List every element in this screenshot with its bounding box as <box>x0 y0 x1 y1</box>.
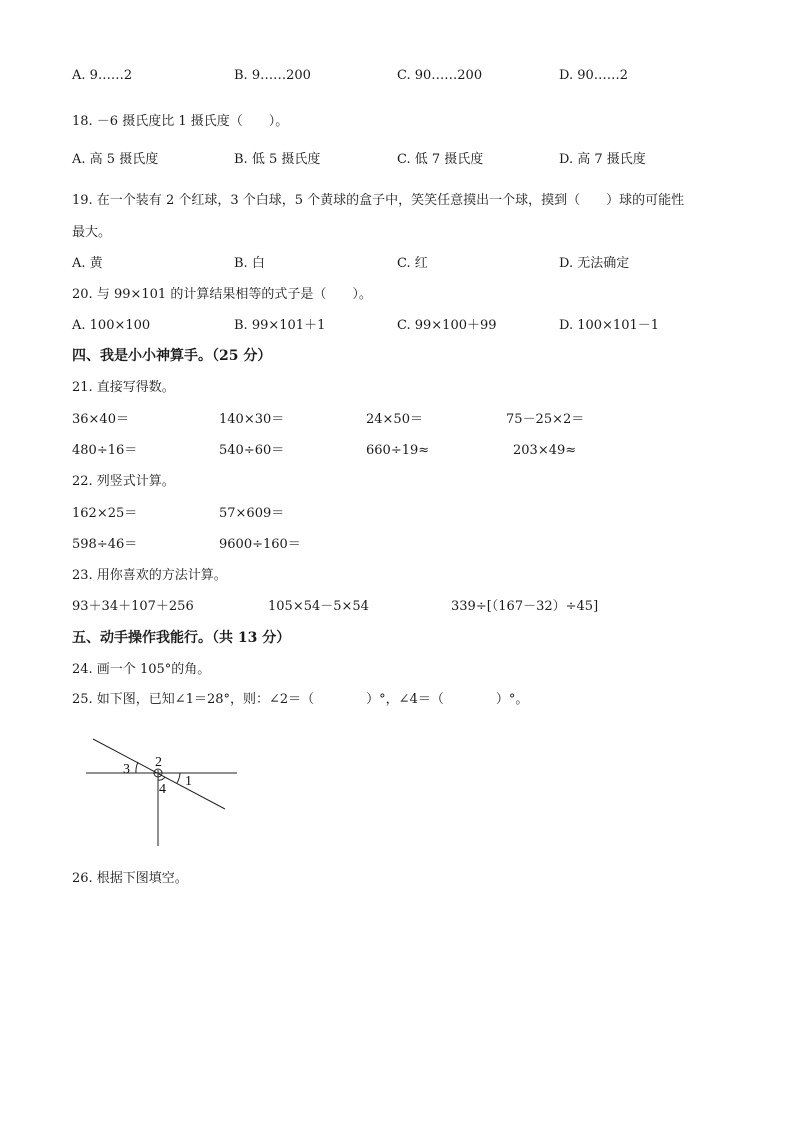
q23-item: 105×54－5×54 <box>268 599 369 614</box>
q20-option-a: A. 100×100 <box>72 318 151 333</box>
angle-label-2: 2 <box>155 755 162 770</box>
q23-item: 339÷[（167－32）÷45] <box>451 599 599 614</box>
q21-item: 660÷19≈ <box>366 443 430 458</box>
q18-option-a: A. 高 5 摄氏度 <box>72 152 159 167</box>
q19-stem-line1: 19. 在一个装有 2 个红球，3 个白球，5 个黄球的盒子中，笑笑任意摸出一个球，摸到（ ）球的可能性 <box>72 193 685 208</box>
q21-item: 540÷60＝ <box>219 443 285 458</box>
angle-figure <box>86 732 246 850</box>
q18-option-c: C. 低 7 摄氏度 <box>397 152 484 167</box>
q19-option-a: A. 黄 <box>72 256 103 271</box>
q26-stem: 26. 根据下图填空。 <box>72 871 188 886</box>
angle-3-arc <box>136 762 138 773</box>
angle-1-arc <box>177 773 180 783</box>
q18-option-b: B. 低 5 摄氏度 <box>234 152 321 167</box>
q20-option-c: C. 99×100＋99 <box>397 318 497 333</box>
q21-stem: 21. 直接写得数。 <box>72 380 175 395</box>
q22-item: 57×609＝ <box>219 506 285 521</box>
q25-stem: 25. 如下图，已知∠1＝28°，则：∠2＝（ ）°，∠4＝（ ）°。 <box>72 692 529 707</box>
slanted-line <box>93 739 225 809</box>
q18-stem: 18. －6 摄氏度比 1 摄氏度（ ）。 <box>72 114 289 129</box>
q21-item: 203×49≈ <box>513 443 577 458</box>
angle-label-4: 4 <box>159 782 166 797</box>
q23-item: 93＋34＋107＋256 <box>72 599 194 614</box>
q22-item: 598÷46＝ <box>72 537 138 552</box>
q21-item: 24×50＝ <box>366 412 423 427</box>
q19-option-d: D. 无法确定 <box>559 256 630 271</box>
q17-option-c: C. 90……200 <box>397 68 483 83</box>
q21-item: 36×40＝ <box>72 412 129 427</box>
q21-item: 75－25×2＝ <box>506 412 585 427</box>
q20-option-d: D. 100×101－1 <box>559 318 660 333</box>
section4-title: 四、我是小小神算手。（25 分） <box>72 348 272 364</box>
q19-option-c: C. 红 <box>397 256 428 271</box>
q17-option-a: A. 9……2 <box>72 68 133 83</box>
q18-option-d: D. 高 7 摄氏度 <box>559 152 646 167</box>
q20-option-b: B. 99×101＋1 <box>234 318 326 333</box>
angle-label-3: 3 <box>123 762 130 777</box>
q20-stem: 20. 与 99×101 的计算结果相等的式子是（ ）。 <box>72 287 372 302</box>
q21-item: 140×30＝ <box>219 412 285 427</box>
angle-4-arc <box>158 777 165 780</box>
q22-stem: 22. 列竖式计算。 <box>72 474 175 489</box>
q23-stem: 23. 用你喜欢的方法计算。 <box>72 568 227 583</box>
section5-title: 五、动手操作我能行。（共 13 分） <box>72 630 291 646</box>
q19-stem-line2: 最大。 <box>72 225 112 240</box>
q24-stem: 24. 画一个 105°的角。 <box>72 662 211 677</box>
angle-label-1: 1 <box>185 774 192 789</box>
q22-item: 9600÷160＝ <box>219 537 301 552</box>
q17-option-b: B. 9……200 <box>234 68 311 83</box>
q17-option-d: D. 90……2 <box>559 68 629 83</box>
q19-option-b: B. 白 <box>234 256 265 271</box>
q22-item: 162×25＝ <box>72 506 138 521</box>
q21-item: 480÷16＝ <box>72 443 138 458</box>
